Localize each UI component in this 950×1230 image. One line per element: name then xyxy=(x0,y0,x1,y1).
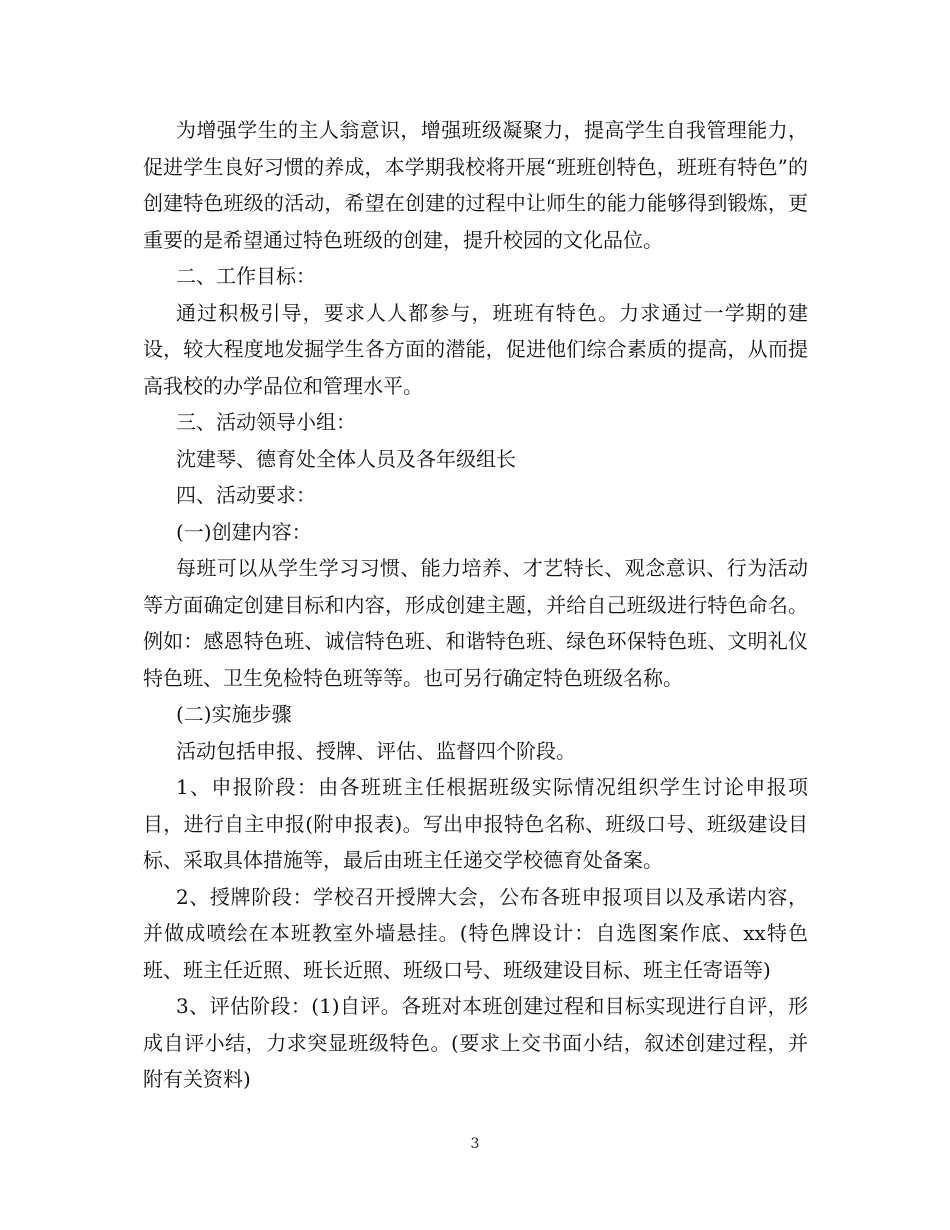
heading-activity-requirements: 四、活动要求： xyxy=(176,483,316,507)
subheading-creation-content: (一)创建内容： xyxy=(176,519,312,544)
subheading-implementation-steps: (二)实施步骤 xyxy=(176,702,292,726)
body-text xyxy=(143,112,808,1098)
stages-paragraph: 活动包括申报、授牌、评估、监督四个阶段。 xyxy=(176,738,576,763)
stage-2-paragraph: 2、授牌阶段：学校召开授牌大会，公布各班申报项目以及承诺内容，并做成喷绘在本班教室外墙悬挂。(特色牌设计：自选图案作底、xx特色班、班主任近照、班长近照、班级口号、班级建设目标、班主任寄语等) xyxy=(143,884,808,982)
heading-leadership-group: 三、活动领导小组： xyxy=(176,410,356,434)
intro-paragraph: 为增强学生的主人翁意识，增强班级凝聚力，提高学生自我管理能力，促进学生良好习惯的养成，本学期我校将开展“班班创特色，班班有特色”的创建特色班级的活动，希望在创建的过程中让师生的能力能够得到锻炼，更重要的是希望通过特色班级的创建，提升校园的文化品位。 xyxy=(143,118,808,252)
page-number: 3 xyxy=(470,1136,480,1152)
creation-content-paragraph: 每班可以从学生学习习惯、能力培养、才艺特长、观念意识、行为活动等方面确定创建目标和内容，形成创建主题，并给自己班级进行特色命名。例如：感恩特色班、诚信特色班、和谐特色班、绿色环保特色班、文明礼仪特色班、卫生免检特色班等等。也可另行确定特色班级名称。 xyxy=(143,556,808,690)
stage-3-paragraph: 3、评估阶段：(1)自评。各班对本班创建过程和目标实现进行自评，形成自评小结，力求突显班级特色。(要求上交书面小结，叙述创建过程，并附有关资料) xyxy=(143,994,808,1091)
heading-work-goals: 二、工作目标： xyxy=(176,264,316,288)
stage-1-paragraph: 1、申报阶段：由各班班主任根据班级实际情况组织学生讨论申报项目，进行自主申报(附申报表)。写出申报特色名称、班级口号、班级建设目标、采取具体措施等，最后由班主任递交学校德育处备案。 xyxy=(143,775,808,872)
work-goals-paragraph: 通过积极引导，要求人人都参与，班班有特色。力求通过一学期的建设，较大程度地发掘学生各方面的潜能，促进他们综合素质的提高，从而提高我校的办学品位和管理水平。 xyxy=(143,300,808,398)
leadership-group-paragraph: 沈建琴、德育处全体人员及各年级组长 xyxy=(176,446,516,471)
